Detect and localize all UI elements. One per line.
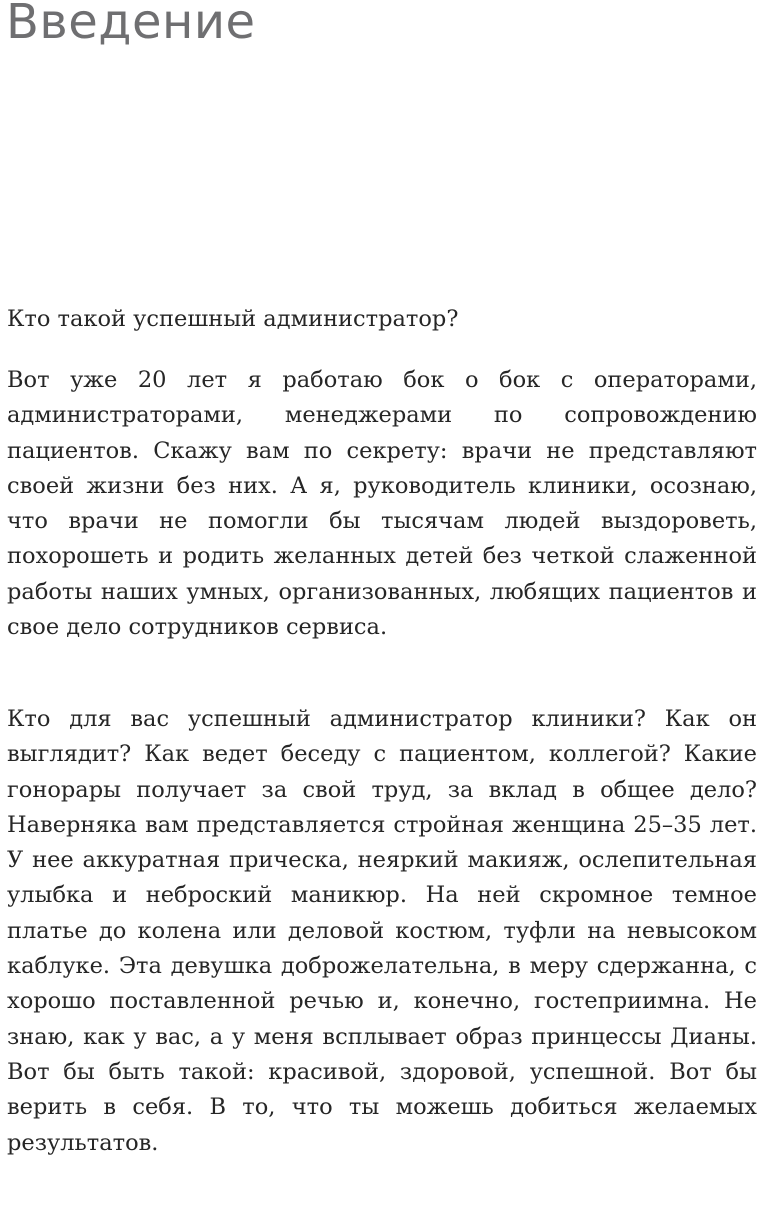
chapter-title: Введение xyxy=(6,0,256,50)
lead-question: Кто такой успешный администратор? xyxy=(7,306,459,332)
paragraph-2: Кто для вас успешный администратор клиники? Как он выглядит? Как ведет беседу с пациентом, коллегой? Какие гонорары получает за свой труд, за вклад в общее дело? Наверняка вам представляется стройная женщина 25–35 лет. У нее аккуратная прическа, неяркий макияж, ослепительная улыбка и неброский маникюр. На ней скромное темное платье до колена или деловой костюм, туфли на невысоком каблуке. Эта девушка доброжелательна, в меру сдержанна, с хорошо поставленной речью и, конечно, гостеприимна. Не знаю, как у вас, а у меня всплывает образ принцессы Дианы. Вот бы быть такой: красивой, здоровой, успешной. Вот бы верить в себя. В то, что ты можешь добиться желаемых результатов. xyxy=(7,706,757,1156)
paragraph-1: Вот уже 20 лет я работаю бок о бок с операторами, администраторами, менеджерами по сопровождению пациентов. Скажу вам по секрету: врачи не представляют своей жизни без них. А я, руководитель клиники, осознаю, что врачи не помогли бы тысячам людей выздороветь, похорошеть и родить желанных детей без четкой слаженной работы наших умных, организованных, любящих пациентов и свое дело сотрудников сервиса. xyxy=(7,367,757,641)
